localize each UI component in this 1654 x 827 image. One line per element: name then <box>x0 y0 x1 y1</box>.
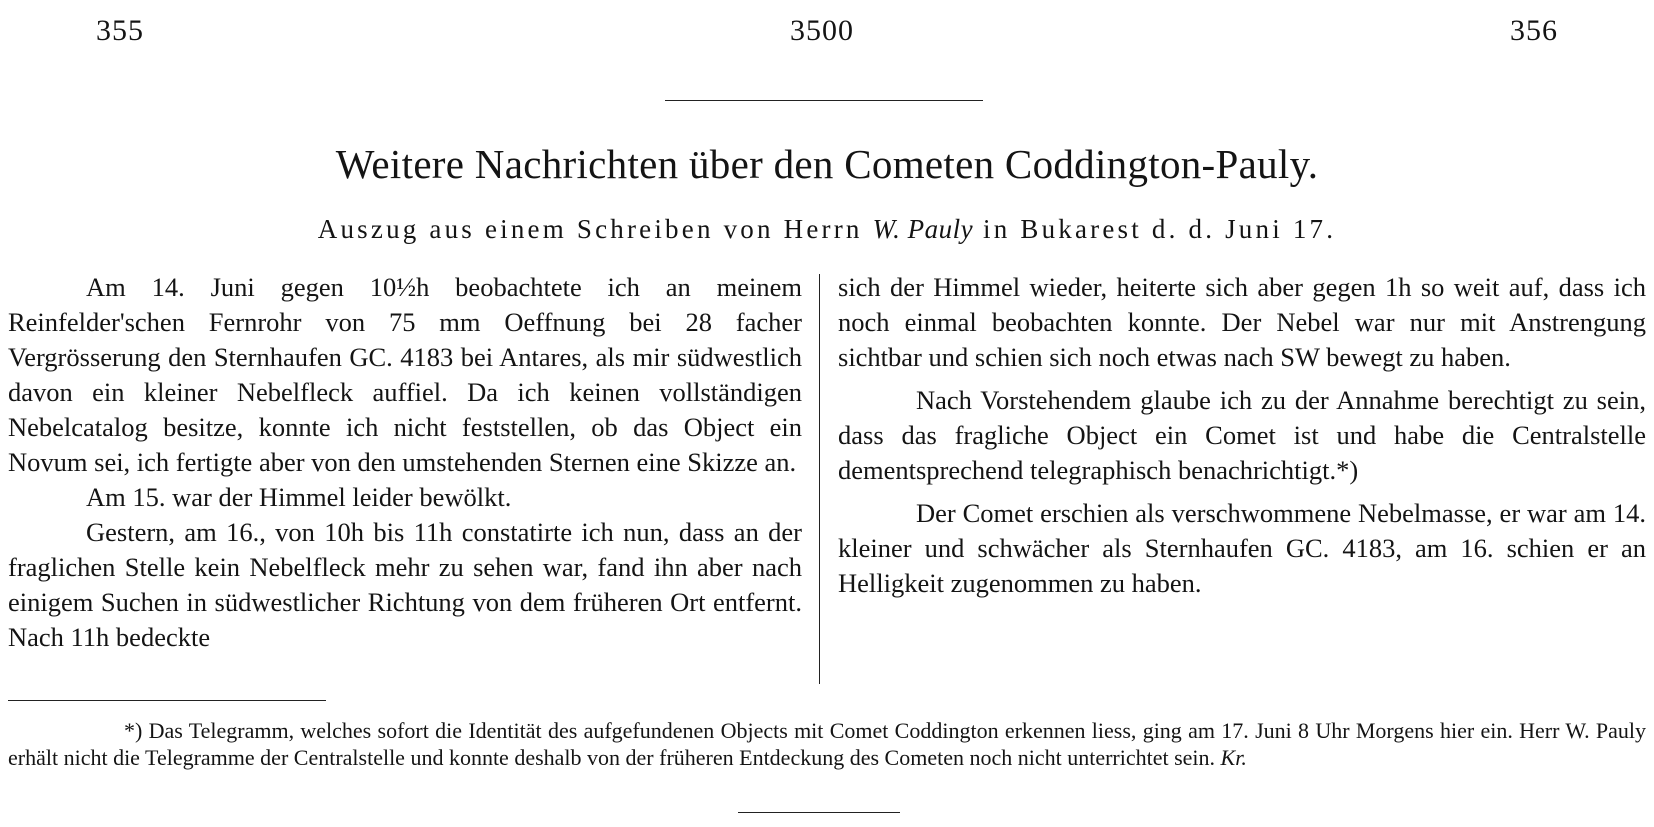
right-column <box>838 270 1646 601</box>
left-paragraph-2: Am 15. war der Himmel leider bewölkt. <box>86 482 512 512</box>
article-subtitle <box>0 214 1654 245</box>
footnote-rule <box>8 700 326 701</box>
left-paragraph-1: Am 14. Juni gegen 10½h beobachtete ich an meinem Reinfelder'schen Fernrohr von 75 mm Oeffnung bei 28 facher Vergrösserung den Sternhaufen GC. 4183 bei Antares, als mir südwestlich davon ein kleiner Nebelfleck auffiel. Da ich keinen vollständigen Nebelcatalog besitze, konnte ich nicht feststellen, ob das Object ein Novum sei, ich fertigte aber von den umstehenden Sternen eine Skizze an. <box>8 272 802 477</box>
left-column <box>8 270 802 655</box>
subtitle-suffix: in Bukarest d. d. Juni 17. <box>983 214 1337 244</box>
right-paragraph-1: sich der Himmel wieder, heiterte sich aber gegen 1h so weit auf, dass ich noch einmal beobachten konnte. Der Nebel war nur mit Anstrengung sichtbar und schien sich noch etwas nach SW bewegt zu haben. <box>838 272 1646 372</box>
page-number-left: 355 <box>96 14 144 47</box>
end-rule <box>738 812 900 813</box>
right-paragraph-3: Der Comet erschien als verschwommene Nebelmasse, er war am 14. kleiner und schwächer als Sternhaufen GC. 4183, am 16. schien er an Helligkeit zugenommen zu haben. <box>838 498 1646 598</box>
article-title: Weitere Nachrichten über den Cometen Coddington-Pauly. <box>335 141 1319 187</box>
left-paragraph-3: Gestern, am 16., von 10h bis 11h constatirte ich nun, dass an der fraglichen Stelle kein Nebelfleck mehr zu sehen war, fand ihn aber nach einigem Suchen in südwestlicher Richtung von dem früheren Ort entfernt. Nach 11h bedeckte <box>8 517 802 652</box>
issue-number: 3500 <box>790 14 854 47</box>
subtitle-prefix: Auszug aus einem Schreiben von Herrn <box>317 214 863 244</box>
page-number-right: 356 <box>1510 14 1558 47</box>
header-rule <box>665 100 983 101</box>
right-paragraph-2: Nach Vorstehendem glaube ich zu der Annahme berechtigt zu sein, dass das fragliche Object ein Comet ist und habe die Centralstelle dementsprechend telegraphisch benachrichtigt.*) <box>838 385 1646 485</box>
column-divider <box>819 274 820 684</box>
footnote-text: *) Das Telegramm, welches sofort die Identität des aufgefundenen Objects mit Comet Coddington erkennen liess, ging am 17. Juni 8 Uhr Morgens hier ein. Herr W. Pauly erhält nicht die Telegramme der Centralstelle und konnte deshalb von der früheren Entdeckung des Cometen noch nicht unterrichtet sein. <box>8 718 1646 770</box>
footnote-signature: Kr. <box>1220 745 1247 770</box>
footnote <box>8 717 1646 771</box>
subtitle-author: W. Pauly <box>872 214 974 244</box>
